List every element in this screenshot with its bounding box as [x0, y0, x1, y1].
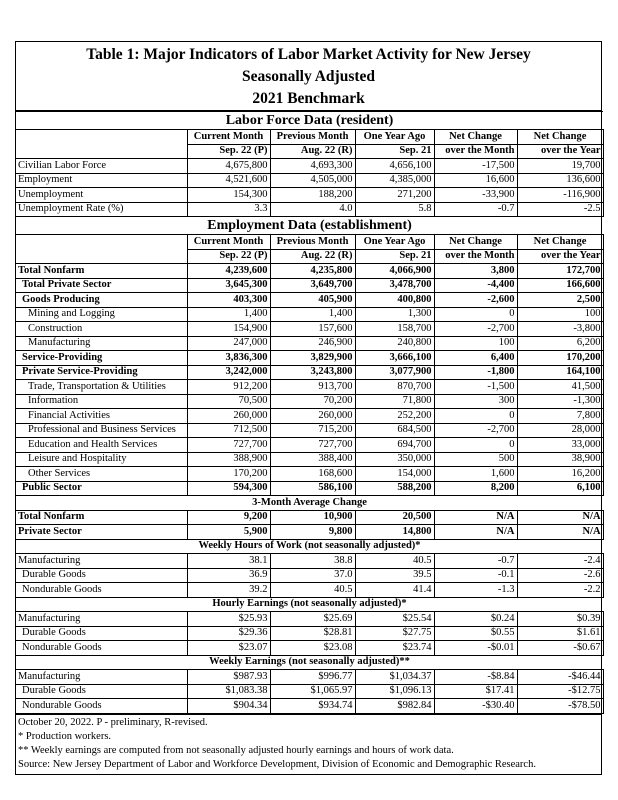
- row-value: 3.3: [187, 202, 270, 217]
- row-value: 684,500: [355, 423, 434, 438]
- row-value: $0.55: [434, 626, 517, 641]
- table-row: [16, 159, 603, 174]
- row-label: Other Services: [16, 467, 187, 482]
- row-value: 6,200: [517, 336, 603, 351]
- row-value: 154,000: [355, 467, 434, 482]
- table-row: [16, 583, 603, 598]
- row-value: 9,200: [187, 510, 270, 525]
- table-row: [16, 670, 603, 685]
- row-value: -$30.40: [434, 699, 517, 714]
- row-value: 154,900: [187, 322, 270, 337]
- row-value: -$0.67: [517, 641, 603, 656]
- row-value: 41,500: [517, 380, 603, 395]
- row-value: 170,200: [517, 351, 603, 366]
- row-value: 3,645,300: [187, 278, 270, 293]
- row-label: Durable Goods: [16, 626, 187, 641]
- row-value: 1,400: [187, 307, 270, 322]
- row-value: 38,900: [517, 452, 603, 467]
- row-value: 19,700: [517, 159, 603, 174]
- row-value: 240,800: [355, 336, 434, 351]
- row-value: 168,600: [270, 467, 355, 482]
- row-value: $17.41: [434, 684, 517, 699]
- header-spacer: [16, 235, 187, 250]
- table-subtitle-benchmark: 2021 Benchmark: [252, 90, 365, 107]
- column-header-top: One Year Ago: [355, 235, 434, 250]
- row-value: $904.34: [187, 699, 270, 714]
- footnote-source: Source: New Jersey Department of Labor and Workforce Development, Division of Economic and Demographic Research.: [18, 758, 536, 770]
- row-label: Professional and Business Services: [16, 423, 187, 438]
- row-value: 4,239,600: [187, 264, 270, 279]
- row-value: 594,300: [187, 481, 270, 496]
- table-row: [16, 394, 603, 409]
- table-row: [16, 568, 603, 583]
- row-value: 38.1: [187, 554, 270, 569]
- weekly-earnings-heading: Weekly Earnings (not seasonally adjusted)**: [16, 655, 603, 670]
- row-value: $25.54: [355, 612, 434, 627]
- row-value: 912,200: [187, 380, 270, 395]
- table-row: [16, 173, 603, 188]
- row-label: Nondurable Goods: [16, 641, 187, 656]
- row-label: Total Nonfarm: [16, 510, 187, 525]
- table-row: [16, 438, 603, 453]
- row-value: 0: [434, 438, 517, 453]
- row-value: -1,800: [434, 365, 517, 380]
- row-value: 913,700: [270, 380, 355, 395]
- row-value: 0: [434, 307, 517, 322]
- row-label: Nondurable Goods: [16, 699, 187, 714]
- row-label: Manufacturing: [16, 670, 187, 685]
- column-header-top: Net Change: [434, 235, 517, 250]
- row-label: Civilian Labor Force: [16, 159, 187, 174]
- row-value: 4,693,300: [270, 159, 355, 174]
- row-value: 6,400: [434, 351, 517, 366]
- column-header-bottom: over the Year: [517, 144, 603, 159]
- column-header-bottom: over the Month: [434, 249, 517, 264]
- row-label: Information: [16, 394, 187, 409]
- labor-force-heading: Labor Force Data (resident): [16, 112, 603, 130]
- row-value: 41.4: [355, 583, 434, 598]
- row-label: Durable Goods: [16, 568, 187, 583]
- column-header-bottom: Sep. 21: [355, 144, 434, 159]
- row-value: $1.61: [517, 626, 603, 641]
- row-value: 5,900: [187, 525, 270, 540]
- row-value: -0.7: [434, 554, 517, 569]
- table-row: [16, 278, 603, 293]
- row-value: 4,066,900: [355, 264, 434, 279]
- row-value: 5.8: [355, 202, 434, 217]
- column-header-top: Previous Month: [270, 235, 355, 250]
- row-label: Nondurable Goods: [16, 583, 187, 598]
- row-value: 400,800: [355, 293, 434, 308]
- row-value: 694,700: [355, 438, 434, 453]
- column-header-top: Net Change: [434, 130, 517, 145]
- row-value: 0: [434, 409, 517, 424]
- row-label: Unemployment: [16, 188, 187, 203]
- table-row: [16, 626, 603, 641]
- row-value: -1,500: [434, 380, 517, 395]
- row-value: 246,900: [270, 336, 355, 351]
- column-header-top: Net Change: [517, 130, 603, 145]
- row-value: 247,000: [187, 336, 270, 351]
- row-label: Mining and Logging: [16, 307, 187, 322]
- table-row: [16, 264, 603, 279]
- row-value: 588,200: [355, 481, 434, 496]
- indicators-table: [16, 111, 604, 714]
- row-value: 715,200: [270, 423, 355, 438]
- labor-market-table-document: [15, 41, 602, 775]
- row-value: 100: [434, 336, 517, 351]
- hourly-earnings-heading: Hourly Earnings (not seasonally adjusted)*: [16, 597, 603, 612]
- row-value: 14,800: [355, 525, 434, 540]
- row-value: 158,700: [355, 322, 434, 337]
- column-header-bottom: Aug. 22 (R): [270, 144, 355, 159]
- row-label: Manufacturing: [16, 336, 187, 351]
- column-header-bottom: Sep. 22 (P): [187, 249, 270, 264]
- row-value: -$0.01: [434, 641, 517, 656]
- row-value: $0.24: [434, 612, 517, 627]
- footnotes: [16, 714, 601, 774]
- row-label: Service-Providing: [16, 351, 187, 366]
- row-value: $996.77: [270, 670, 355, 685]
- row-value: 388,900: [187, 452, 270, 467]
- row-value: 2,500: [517, 293, 603, 308]
- table-row: [16, 322, 603, 337]
- table-row: [16, 554, 603, 569]
- footnote-weekly-earnings: ** Weekly earnings are computed from not seasonally adjusted hourly earnings and hours of work data.: [18, 744, 454, 756]
- row-label: Employment: [16, 173, 187, 188]
- row-value: 500: [434, 452, 517, 467]
- table-row: [16, 365, 603, 380]
- table-row: [16, 423, 603, 438]
- row-value: -2,600: [434, 293, 517, 308]
- row-label: Goods Producing: [16, 293, 187, 308]
- row-value: 4.0: [270, 202, 355, 217]
- table-row: [16, 684, 603, 699]
- table-row: [16, 409, 603, 424]
- row-value: 4,521,600: [187, 173, 270, 188]
- table-row: [16, 336, 603, 351]
- row-value: 350,000: [355, 452, 434, 467]
- labor-force-heading-row: [16, 112, 603, 130]
- employment-heading: Employment Data (establishment): [16, 217, 603, 235]
- row-value: $25.93: [187, 612, 270, 627]
- row-value: 3,649,700: [270, 278, 355, 293]
- row-value: $29.36: [187, 626, 270, 641]
- row-value: 3,666,100: [355, 351, 434, 366]
- row-label: Manufacturing: [16, 612, 187, 627]
- row-value: 170,200: [187, 467, 270, 482]
- table-row: [16, 612, 603, 627]
- weekly-earnings-heading-row: [16, 655, 603, 670]
- row-value: 7,800: [517, 409, 603, 424]
- header-spacer: [16, 130, 187, 145]
- table-row: [16, 510, 603, 525]
- column-header-row: [16, 130, 603, 145]
- row-value: 164,100: [517, 365, 603, 380]
- three-month-heading-row: [16, 496, 603, 511]
- row-value: 4,505,000: [270, 173, 355, 188]
- row-value: 300: [434, 394, 517, 409]
- row-value: -2.2: [517, 583, 603, 598]
- row-value: -$46.44: [517, 670, 603, 685]
- row-value: -2,700: [434, 423, 517, 438]
- row-value: -1,300: [517, 394, 603, 409]
- row-value: -2,700: [434, 322, 517, 337]
- row-value: $1,034.37: [355, 670, 434, 685]
- row-value: -17,500: [434, 159, 517, 174]
- weekly-hours-heading-row: [16, 539, 603, 554]
- row-value: -33,900: [434, 188, 517, 203]
- row-value: 1,300: [355, 307, 434, 322]
- header-spacer: [16, 144, 187, 159]
- table-row: [16, 452, 603, 467]
- row-value: 3,829,900: [270, 351, 355, 366]
- row-label: Private Service-Providing: [16, 365, 187, 380]
- row-value: 3,243,800: [270, 365, 355, 380]
- row-value: $28.81: [270, 626, 355, 641]
- row-value: 70,500: [187, 394, 270, 409]
- table-row: [16, 202, 603, 217]
- row-value: 8,200: [434, 481, 517, 496]
- row-label: Leisure and Hospitality: [16, 452, 187, 467]
- row-value: -2.5: [517, 202, 603, 217]
- row-label: Unemployment Rate (%): [16, 202, 187, 217]
- column-header-bottom: Aug. 22 (R): [270, 249, 355, 264]
- row-value: $23.07: [187, 641, 270, 656]
- row-value: 586,100: [270, 481, 355, 496]
- table-title: Table 1: Major Indicators of Labor Market Activity for New Jersey: [86, 46, 531, 63]
- row-value: 40.5: [355, 554, 434, 569]
- table-row: [16, 307, 603, 322]
- row-value: 10,900: [270, 510, 355, 525]
- row-value: -$12.75: [517, 684, 603, 699]
- row-value: $27.75: [355, 626, 434, 641]
- table-row: [16, 481, 603, 496]
- row-value: 727,700: [270, 438, 355, 453]
- row-label: Construction: [16, 322, 187, 337]
- table-row: [16, 351, 603, 366]
- row-label: Manufacturing: [16, 554, 187, 569]
- row-value: 252,200: [355, 409, 434, 424]
- table-row: [16, 467, 603, 482]
- row-value: $1,065.97: [270, 684, 355, 699]
- table-row: [16, 380, 603, 395]
- row-value: 405,900: [270, 293, 355, 308]
- column-header-row: [16, 235, 603, 250]
- column-header-top: Net Change: [517, 235, 603, 250]
- row-value: -4,400: [434, 278, 517, 293]
- table-title-block: [16, 42, 601, 111]
- row-label: Trade, Transportation & Utilities: [16, 380, 187, 395]
- table-row: [16, 188, 603, 203]
- column-header-bottom: over the Month: [434, 144, 517, 159]
- column-header-row: [16, 249, 603, 264]
- column-header-row: [16, 144, 603, 159]
- row-value: -3,800: [517, 322, 603, 337]
- row-value: $982.84: [355, 699, 434, 714]
- row-value: N/A: [517, 510, 603, 525]
- row-value: 260,000: [187, 409, 270, 424]
- row-value: $1,083.38: [187, 684, 270, 699]
- hourly-earnings-heading-row: [16, 597, 603, 612]
- row-value: $23.74: [355, 641, 434, 656]
- column-header-top: One Year Ago: [355, 130, 434, 145]
- row-value: 1,600: [434, 467, 517, 482]
- column-header-top: Current Month: [187, 235, 270, 250]
- row-value: 166,600: [517, 278, 603, 293]
- row-value: 4,656,100: [355, 159, 434, 174]
- row-value: -$8.84: [434, 670, 517, 685]
- row-value: 100: [517, 307, 603, 322]
- row-value: 16,600: [434, 173, 517, 188]
- row-value: 260,000: [270, 409, 355, 424]
- row-value: 39.2: [187, 583, 270, 598]
- row-value: $0.39: [517, 612, 603, 627]
- row-value: 388,400: [270, 452, 355, 467]
- row-value: 36.9: [187, 568, 270, 583]
- row-value: 154,300: [187, 188, 270, 203]
- row-value: 136,600: [517, 173, 603, 188]
- row-value: 271,200: [355, 188, 434, 203]
- row-label: Education and Health Services: [16, 438, 187, 453]
- row-value: -2.6: [517, 568, 603, 583]
- row-value: 157,600: [270, 322, 355, 337]
- row-value: 403,300: [187, 293, 270, 308]
- row-value: $23.08: [270, 641, 355, 656]
- row-label: Financial Activities: [16, 409, 187, 424]
- row-value: 4,675,800: [187, 159, 270, 174]
- row-value: 172,700: [517, 264, 603, 279]
- row-label: Total Private Sector: [16, 278, 187, 293]
- row-value: $934.74: [270, 699, 355, 714]
- row-value: 39.5: [355, 568, 434, 583]
- row-value: 70,200: [270, 394, 355, 409]
- table-row: [16, 641, 603, 656]
- row-label: Public Sector: [16, 481, 187, 496]
- column-header-bottom: Sep. 22 (P): [187, 144, 270, 159]
- row-value: 188,200: [270, 188, 355, 203]
- row-value: 6,100: [517, 481, 603, 496]
- row-value: 16,200: [517, 467, 603, 482]
- row-value: -116,900: [517, 188, 603, 203]
- row-value: $25.69: [270, 612, 355, 627]
- row-value: 37.0: [270, 568, 355, 583]
- table-row: [16, 525, 603, 540]
- row-value: 71,800: [355, 394, 434, 409]
- row-value: 3,242,000: [187, 365, 270, 380]
- row-value: -1.3: [434, 583, 517, 598]
- footnote-production-workers: * Production workers.: [18, 730, 112, 742]
- column-header-top: Current Month: [187, 130, 270, 145]
- column-header-bottom: Sep. 21: [355, 249, 434, 264]
- column-header-bottom: over the Year: [517, 249, 603, 264]
- row-label: Total Nonfarm: [16, 264, 187, 279]
- row-value: -0.7: [434, 202, 517, 217]
- row-value: 3,478,700: [355, 278, 434, 293]
- row-value: 712,500: [187, 423, 270, 438]
- row-value: 3,800: [434, 264, 517, 279]
- employment-heading-row: [16, 217, 603, 235]
- row-value: 9,800: [270, 525, 355, 540]
- row-value: -0.1: [434, 568, 517, 583]
- row-value: N/A: [434, 525, 517, 540]
- row-label: Private Sector: [16, 525, 187, 540]
- row-value: -2.4: [517, 554, 603, 569]
- row-value: 3,836,300: [187, 351, 270, 366]
- row-value: $987.93: [187, 670, 270, 685]
- row-value: 33,000: [517, 438, 603, 453]
- row-value: 38.8: [270, 554, 355, 569]
- row-value: N/A: [434, 510, 517, 525]
- row-value: 28,000: [517, 423, 603, 438]
- header-spacer: [16, 249, 187, 264]
- row-value: 870,700: [355, 380, 434, 395]
- row-label: Durable Goods: [16, 684, 187, 699]
- table-row: [16, 293, 603, 308]
- row-value: 4,385,000: [355, 173, 434, 188]
- row-value: $1,096.13: [355, 684, 434, 699]
- footnote-date: October 20, 2022. P - preliminary, R-revised.: [18, 716, 208, 728]
- weekly-hours-heading: Weekly Hours of Work (not seasonally adjusted)*: [16, 539, 603, 554]
- row-value: -$78.50: [517, 699, 603, 714]
- row-value: 40.5: [270, 583, 355, 598]
- row-value: 4,235,800: [270, 264, 355, 279]
- row-value: 1,400: [270, 307, 355, 322]
- row-value: 20,500: [355, 510, 434, 525]
- table-row: [16, 699, 603, 714]
- column-header-top: Previous Month: [270, 130, 355, 145]
- row-value: N/A: [517, 525, 603, 540]
- row-value: 3,077,900: [355, 365, 434, 380]
- row-value: 727,700: [187, 438, 270, 453]
- table-subtitle-adjustment: Seasonally Adjusted: [241, 68, 376, 85]
- three-month-heading: 3-Month Average Change: [16, 496, 603, 511]
